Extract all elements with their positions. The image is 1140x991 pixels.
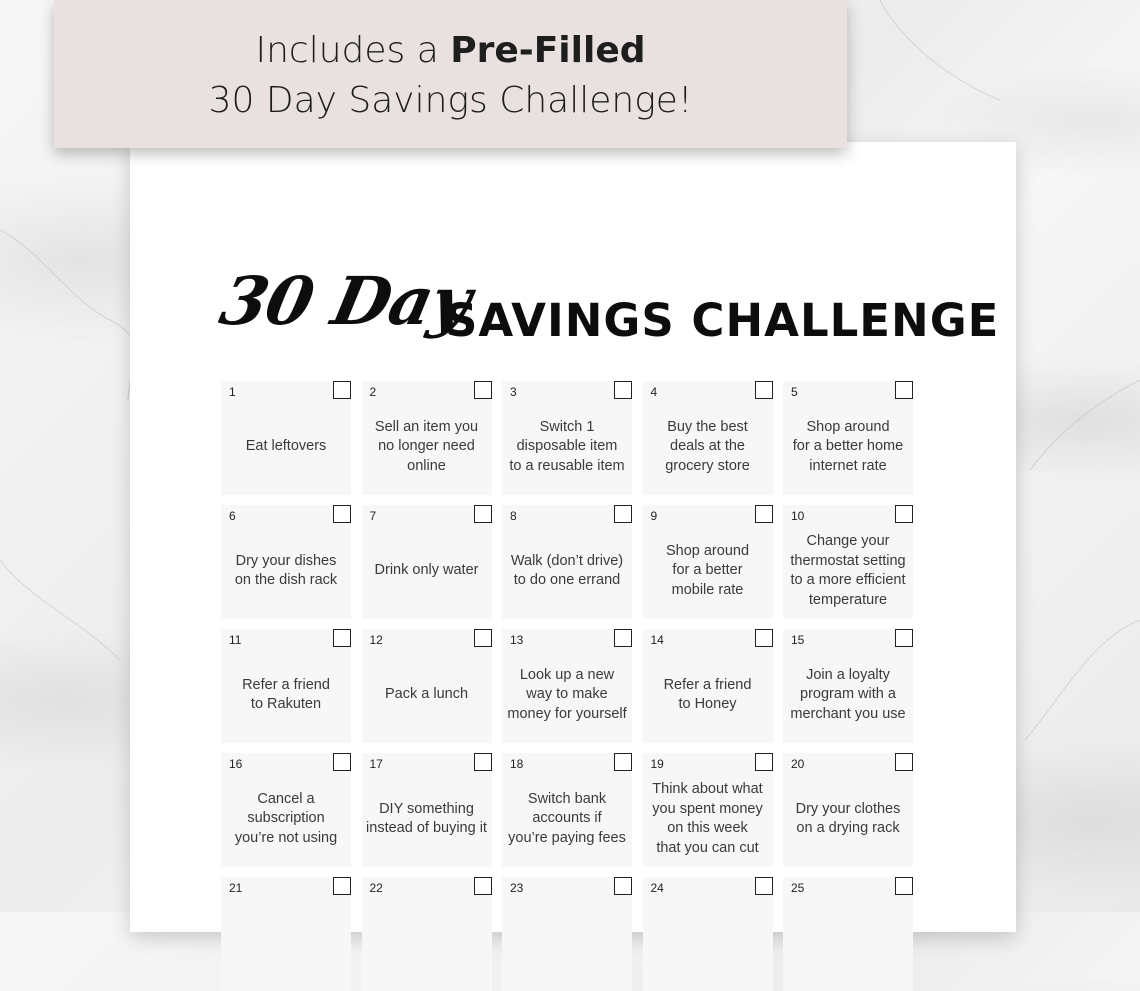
day-checkbox[interactable] (333, 505, 351, 523)
day-task: Buy the best deals at the grocery store (665, 418, 750, 474)
day-task: Think about what you spent money on this week that you can cut (652, 781, 763, 856)
day-checkbox[interactable] (614, 877, 632, 895)
day-checkbox[interactable] (755, 505, 773, 523)
day-checkbox[interactable] (614, 505, 632, 523)
day-checkbox[interactable] (474, 753, 492, 771)
day-number: 1 (229, 385, 236, 399)
day-task: DIY something instead of buying it (366, 800, 487, 836)
day-checkbox[interactable] (895, 505, 913, 523)
day-number: 20 (791, 757, 805, 771)
day-number: 9 (650, 509, 658, 523)
day-checkbox[interactable] (333, 381, 351, 399)
day-checkbox[interactable] (474, 629, 492, 647)
day-task: Switch 1 disposable item to a reusable item (509, 418, 625, 474)
day-number: 10 (791, 509, 805, 523)
day-number: 18 (510, 757, 524, 771)
day-cell (783, 629, 913, 743)
day-number: 6 (229, 509, 236, 523)
day-checkbox[interactable] (333, 629, 351, 647)
day-task: Refer a friend to Honey (663, 676, 752, 712)
day-number: 23 (510, 881, 524, 895)
day-cell (502, 629, 632, 743)
day-checkbox[interactable] (895, 877, 913, 895)
day-cell (502, 505, 632, 619)
day-number: 19 (650, 757, 664, 771)
day-cell (502, 877, 632, 991)
day-number: 8 (510, 509, 517, 523)
day-cell (362, 877, 492, 991)
day-number: 25 (791, 881, 805, 895)
day-cell (221, 753, 351, 867)
day-checkbox[interactable] (755, 629, 773, 647)
day-checkbox[interactable] (614, 753, 632, 771)
day-task: Join a loyalty program with a merchant you use (790, 666, 906, 722)
day-number: 22 (369, 881, 383, 895)
day-checkbox[interactable] (895, 381, 913, 399)
day-task: Change your thermostat setting to a more efficient temperature (790, 533, 906, 608)
day-checkbox[interactable] (895, 629, 913, 647)
day-number: 2 (369, 385, 377, 399)
day-task: Sell an item you no longer need online (374, 418, 479, 474)
day-checkbox[interactable] (333, 877, 351, 895)
day-task (785, 899, 911, 987)
day-task (504, 899, 630, 987)
day-number: 5 (791, 385, 798, 399)
banner-line-1-bold: Pre-Filled (450, 30, 646, 71)
day-cell (783, 381, 913, 495)
day-cell (221, 877, 351, 991)
day-task: Look up a new way to make money for yourself (507, 666, 627, 722)
day-cell (502, 381, 632, 495)
day-task: Drink only water (374, 562, 479, 579)
day-cell (362, 629, 492, 743)
day-checkbox[interactable] (755, 753, 773, 771)
day-number: 13 (510, 633, 524, 647)
day-number: 16 (229, 757, 243, 771)
day-task (364, 899, 490, 987)
day-cell (221, 381, 351, 495)
day-checkbox[interactable] (614, 381, 632, 399)
day-checkbox[interactable] (333, 753, 351, 771)
day-cell (783, 753, 913, 867)
day-task: Walk (don’t drive) to do one errand (510, 552, 624, 588)
day-number: 24 (650, 881, 664, 895)
banner-line-1-prefix: Includes a (255, 30, 451, 71)
day-task: Switch bank accounts if you’re paying fees (508, 790, 626, 846)
day-number: 17 (369, 757, 383, 771)
day-checkbox[interactable] (895, 753, 913, 771)
day-task (223, 899, 349, 987)
day-cell (643, 877, 773, 991)
day-task: Dry your dishes on the dish rack (234, 552, 338, 588)
day-task: Cancel a subscription you’re not using (234, 790, 338, 846)
day-cell (643, 629, 773, 743)
day-task: Refer a friend to Rakuten (242, 676, 330, 712)
day-task (645, 899, 771, 987)
day-number: 4 (650, 385, 658, 399)
day-cell (783, 505, 913, 619)
day-checkbox[interactable] (474, 505, 492, 523)
day-task: Eat leftovers (245, 438, 327, 455)
promo-banner (54, 0, 847, 148)
day-cell (643, 381, 773, 495)
day-cell (362, 381, 492, 495)
banner-line-1 (54, 30, 847, 71)
day-checkbox[interactable] (474, 877, 492, 895)
day-checkbox[interactable] (474, 381, 492, 399)
day-checkbox[interactable] (614, 629, 632, 647)
day-cell (221, 629, 351, 743)
day-cell (783, 877, 913, 991)
day-number: 3 (510, 385, 517, 399)
day-number: 15 (791, 633, 805, 647)
day-number: 7 (369, 509, 377, 523)
day-cell (362, 753, 492, 867)
day-cell (643, 753, 773, 867)
day-task: Dry your clothes on a drying rack (795, 800, 901, 836)
day-task: Shop around for a better home internet rate (792, 418, 904, 474)
challenge-grid (221, 381, 913, 991)
day-task: Shop around for a better mobile rate (665, 542, 750, 598)
day-cell (502, 753, 632, 867)
banner-line-2: 30 Day Savings Challenge! (208, 80, 693, 121)
day-number: 14 (650, 633, 664, 647)
day-number: 11 (229, 633, 242, 647)
day-cell (221, 505, 351, 619)
day-task: Pack a lunch (384, 686, 469, 703)
day-cell (643, 505, 773, 619)
day-checkbox[interactable] (755, 877, 773, 895)
day-checkbox[interactable] (755, 381, 773, 399)
day-cell (362, 505, 492, 619)
title-script: 30 Day (213, 262, 478, 340)
day-number: 12 (369, 633, 383, 647)
title-main: SAVINGS CHALLENGE (445, 294, 1000, 347)
day-number: 21 (229, 881, 243, 895)
